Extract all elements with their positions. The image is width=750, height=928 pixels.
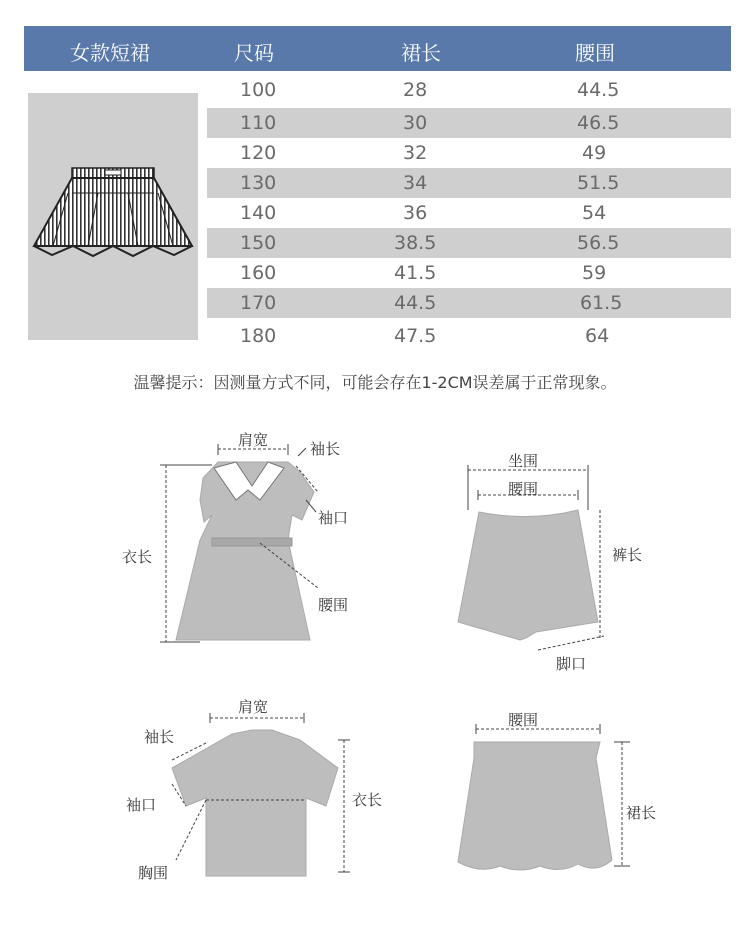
tshirt-chest-label: 胸围 [138,864,169,882]
table-row: 120 32 49 [240,142,607,164]
dress-cuff-label: 袖口 [318,509,349,527]
shorts-hip-label: 坐围 [508,452,539,470]
tshirt-sleeve-length-label: 袖长 [144,728,175,746]
tshirt-diagram [172,713,350,876]
table-row: 150 38.5 56.5 [207,228,731,258]
table-row: 160 41.5 59 [240,262,607,284]
skirt-waist-label: 腰围 [508,711,539,729]
skirt-length-label: 裙长 [626,804,657,822]
header-waist: 腰围 [575,41,615,65]
skirt-diagram [458,724,630,870]
table-row: 140 36 54 [240,202,607,224]
header-product: 女款短裙 [70,41,150,65]
tshirt-shoulder-label: 肩宽 [238,698,269,716]
dress-sleeve-length-label: 袖长 [310,440,341,458]
measurement-tip: 温馨提示：因测量方式不同，可能会存在1-2CM误差属于正常现象。 [133,373,617,392]
tshirt-cuff-label: 袖口 [126,796,157,814]
table-row: 110 30 46.5 [207,108,731,138]
table-row: 180 47.5 64 [240,325,610,347]
dress-diagram [160,444,318,642]
table-row: 170 44.5 61.5 [207,288,731,318]
tshirt-length-label: 衣长 [352,791,383,809]
table-row: 100 28 44.5 [240,79,620,101]
dress-shoulder-label: 肩宽 [238,431,269,449]
header-length: 裙长 [401,41,441,65]
dress-waist-label: 腰围 [318,596,349,614]
table-row: 130 34 51.5 [207,168,731,198]
header-size: 尺码 [234,41,274,65]
shorts-waist-label: 腰围 [508,480,539,498]
shorts-hem-label: 脚口 [556,655,587,673]
shorts-length-label: 裤长 [612,546,643,564]
dress-length-label: 衣长 [122,548,153,566]
